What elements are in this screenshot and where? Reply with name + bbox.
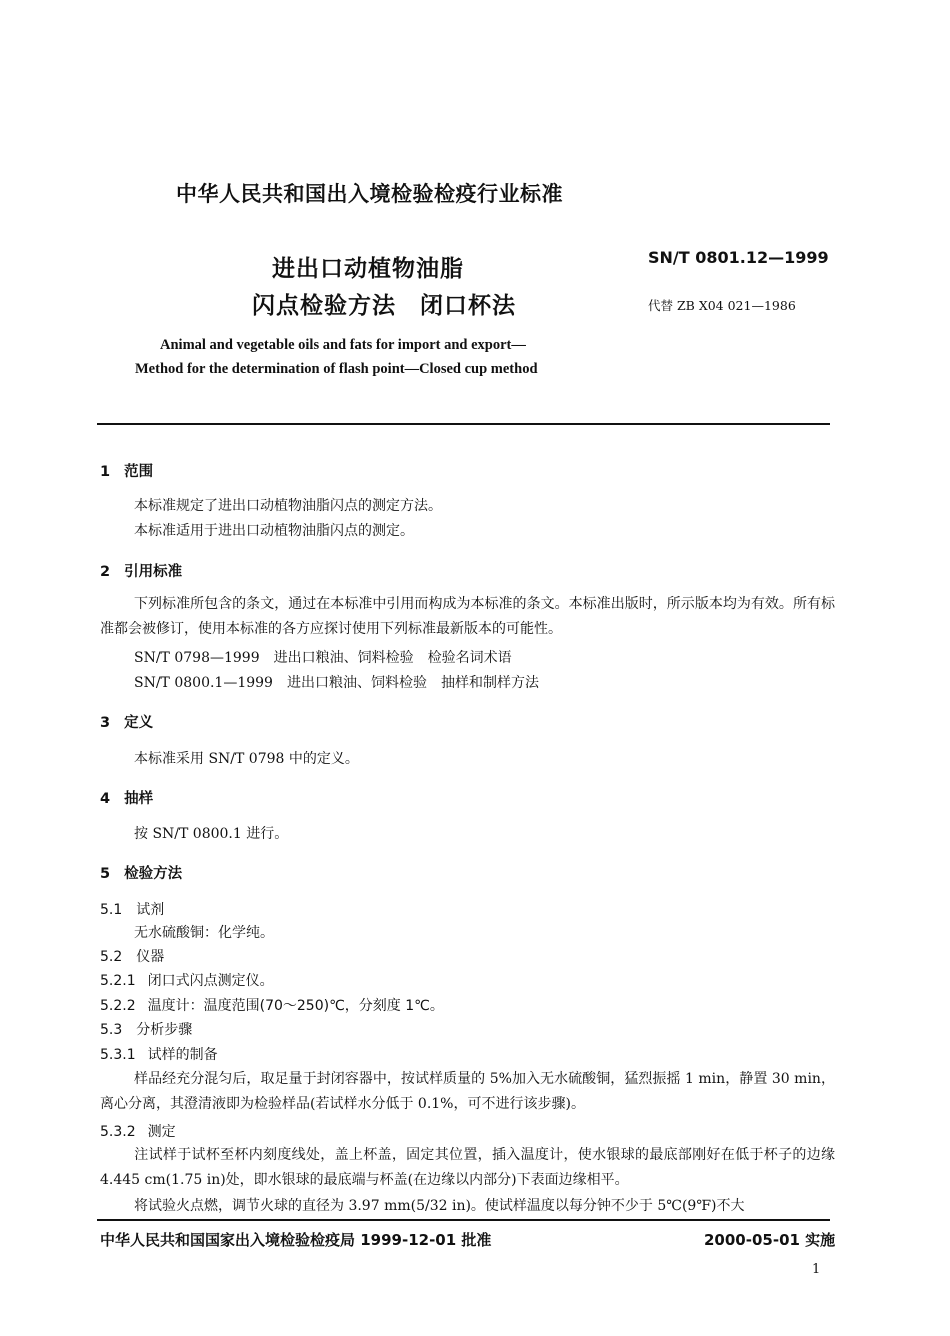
- clause-number: 5.2: [100, 949, 123, 965]
- section-4-heading: [100, 787, 153, 808]
- page-number: 1: [812, 1262, 821, 1277]
- clause-number: 5.3: [100, 1022, 123, 1038]
- section-3-text: 本标准采用 SN/T 0798 中的定义。: [134, 751, 359, 767]
- section-number: 1: [100, 464, 111, 480]
- approval-statement: 中华人民共和国国家出入境检验检疫局 1999-12-01 批准: [100, 1231, 492, 1249]
- section-1-heading: [100, 460, 153, 481]
- clause-5-3-2-heading: [100, 1121, 176, 1141]
- clause-text: 温度计：温度范围(70～250)℃，分刻度 1℃。: [147, 998, 444, 1014]
- clause-5-3-1-text: 样品经充分混匀后，取足量于封闭容器中，按试样质量的 5%加入无水硫酸铜，猛烈振摇 1 min，静置 30 min，离心分离，其澄清液即为检验样品(若试样水分低于 0.1%，可不进行该步骤)。: [100, 1071, 835, 1112]
- section-title: 定义: [124, 715, 154, 731]
- reference-item: SN/T 0798—1999 进出口粮油、饲料检验 检验名词术语: [134, 650, 512, 666]
- document-title-en-line2: Method for the determination of flash point—Closed cup method: [135, 361, 538, 377]
- replaced-standard: 代替 ZB X04 021—1986: [648, 298, 796, 313]
- section-2-paragraph: [100, 592, 835, 642]
- clause-5-3-2-continued: 将试验火点燃，调节火球的直径为 3.97 mm(5/32 in)。使试样温度以每分钟不少于 5℃(9℉)不大: [134, 1198, 745, 1214]
- section-number: 5: [100, 866, 111, 882]
- section-title: 抽样: [124, 791, 154, 807]
- footer-divider: [97, 1219, 830, 1221]
- clause-5-3-2-text: 注试样于试杯至杯内刻度线处，盖上杯盖，固定其位置，插入温度计，使水银球的最底部刚好在低于杯子的边缘 4.445 cm(1.75 in)处，即水银球的最底端与杯盖(在边缘以内部分)下表面边缘相平。: [100, 1147, 835, 1188]
- section-4-text: 按 SN/T 0800.1 进行。: [134, 826, 289, 842]
- section-2-heading: [100, 560, 182, 581]
- section-1-line-2: 本标准适用于进出口动植物油脂闪点的测定。: [134, 523, 414, 539]
- section-title: 引用标准: [124, 564, 183, 580]
- standard-code: SN/T 0801.12—1999: [648, 248, 829, 267]
- clause-number: 5.3.1: [100, 1047, 136, 1063]
- section-3-heading: [100, 711, 153, 732]
- clause-5-3-1-paragraph: [100, 1067, 835, 1117]
- clause-5-3-1-heading: [100, 1044, 218, 1064]
- section-number: 2: [100, 564, 111, 580]
- clause-5-1-heading: [100, 899, 164, 919]
- section-2-paragraph-text: 下列标准所包含的条文，通过在本标准中引用而构成为本标准的条文。本标准出版时，所示版本均为有效。所有标准都会被修订，使用本标准的各方应探讨使用下列标准最新版本的可能性。: [100, 596, 835, 637]
- document-title-cn-line1: 进出口动植物油脂: [272, 256, 464, 282]
- implementation-date: 2000-05-01 实施: [704, 1231, 836, 1249]
- clause-number: 5.2.2: [100, 998, 136, 1014]
- section-title: 检验方法: [124, 866, 183, 882]
- clause-5-3-2-paragraph: [100, 1143, 835, 1193]
- clause-title: 仪器: [136, 949, 165, 965]
- clause-number: 5.1: [100, 902, 123, 918]
- section-title: 范围: [124, 464, 154, 480]
- clause-5-2-2: [100, 995, 444, 1015]
- clause-title: 试剂: [136, 902, 165, 918]
- clause-number: 5.3.2: [100, 1124, 136, 1140]
- document-title-cn-line2: 闪点检验方法 闭口杯法: [252, 293, 516, 319]
- clause-text: 闭口式闪点测定仪。: [147, 973, 274, 989]
- clause-5-2-1: [100, 970, 274, 990]
- section-5-heading: [100, 862, 182, 883]
- clause-5-2-heading: [100, 946, 164, 966]
- issuing-body-title: 中华人民共和国出入境检验检疫行业标准: [176, 182, 563, 206]
- document-title-en-line1: Animal and vegetable oils and fats for import and export—: [160, 337, 526, 353]
- clause-title: 测定: [147, 1124, 176, 1140]
- clause-5-3-heading: [100, 1019, 192, 1039]
- header-divider: [97, 423, 830, 425]
- reference-item: SN/T 0800.1—1999 进出口粮油、饲料检验 抽样和制样方法: [134, 675, 539, 691]
- section-1-line-1: 本标准规定了进出口动植物油脂闪点的测定方法。: [134, 498, 442, 514]
- clause-title: 试样的制备: [147, 1047, 218, 1063]
- clause-number: 5.2.1: [100, 973, 136, 989]
- clause-title: 分析步骤: [136, 1022, 193, 1038]
- section-number: 4: [100, 791, 111, 807]
- clause-5-1-text: 无水硫酸铜：化学纯。: [134, 925, 274, 941]
- section-number: 3: [100, 715, 111, 731]
